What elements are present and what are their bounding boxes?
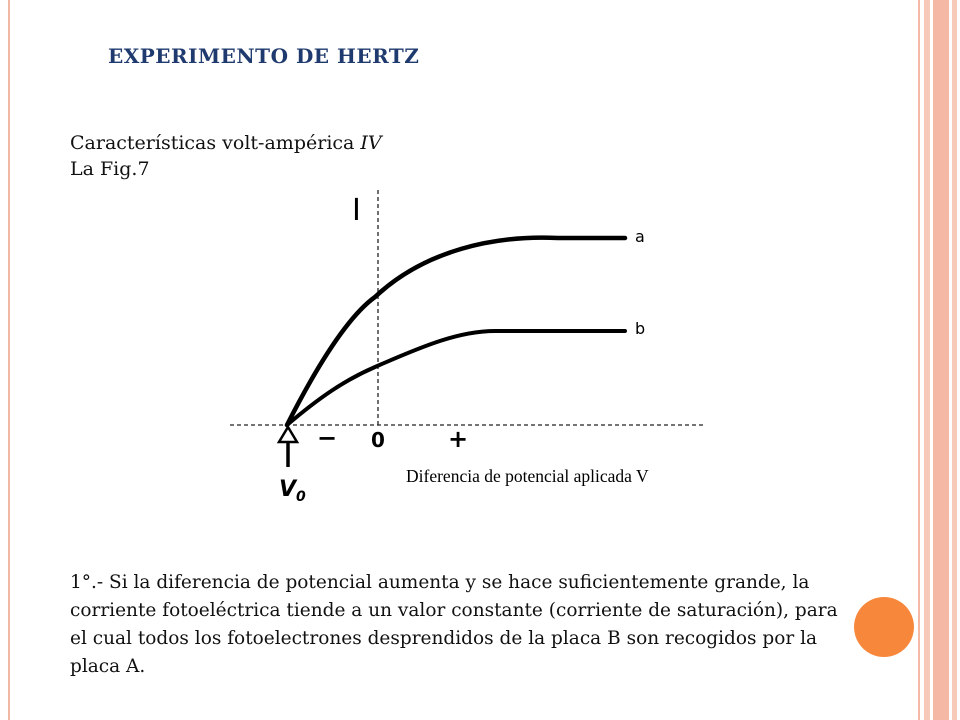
body-paragraph: 1°.- Si la diferencia de potencial aumenta y se hace suficientemente grande, la corriente fotoeléctrica tiende a un valor constante (corriente de saturación), para el cual todos los fotoelectrones desprendidos de la placa B son recogidos por la placa A.: [70, 572, 838, 677]
left-frame-border: [0, 0, 10, 720]
subtitle-line-2: La Fig.7: [70, 158, 150, 180]
minus-label: −: [317, 424, 338, 452]
slide-title: EXPERIMENTO DE HERTZ: [108, 44, 420, 68]
subtitle-block: [70, 130, 382, 182]
iv-characteristic-figure: [225, 185, 715, 520]
subtitle-line-1: [70, 130, 382, 156]
v0-label: [279, 477, 306, 505]
accent-circle: [854, 597, 914, 657]
right-stripe-4: [952, 0, 957, 720]
curve-b-label: b: [635, 319, 646, 338]
subtitle-iv: IV: [360, 132, 382, 154]
y-axis-label: I: [352, 193, 361, 228]
v0-arrow-head: [279, 427, 297, 442]
x-axis-label: Diferencia de potencial aplicada V: [406, 466, 649, 486]
v0-subscript: 0: [296, 489, 306, 505]
v0-letter: V: [279, 477, 297, 502]
right-stripe-2: [924, 0, 930, 720]
plus-label: +: [448, 425, 469, 453]
right-stripe-3: [933, 0, 949, 720]
zero-label: 0: [371, 428, 385, 452]
curve-b: [287, 331, 625, 425]
subtitle-text: Características volt-ampérica: [70, 132, 355, 154]
right-stripe-1: [918, 0, 920, 720]
curve-a-label: a: [635, 227, 645, 246]
